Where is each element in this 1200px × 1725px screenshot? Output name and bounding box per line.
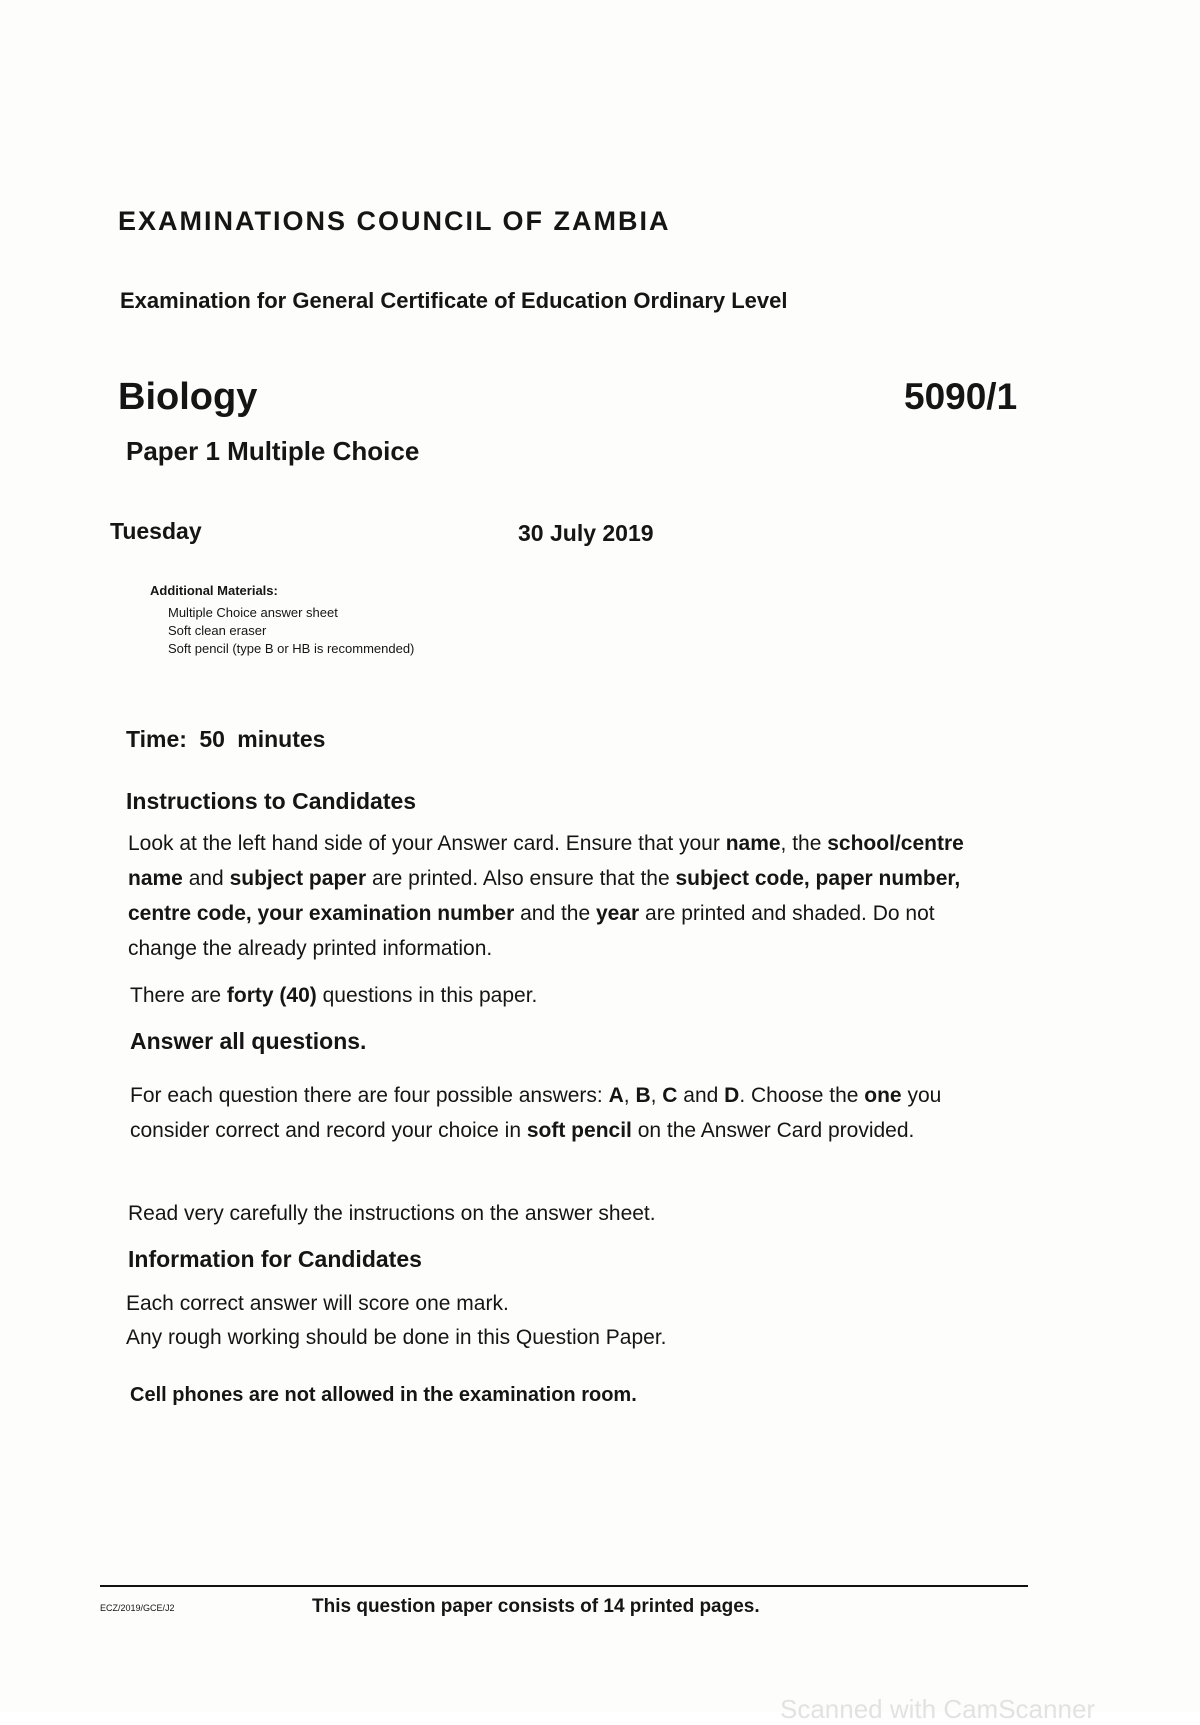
- exam-day: Tuesday: [110, 518, 202, 544]
- rough-work-note: Any rough working should be done in this Question Paper.: [126, 1326, 667, 1349]
- scoring-note: Each correct answer will score one mark.: [126, 1292, 509, 1315]
- exam-date: 30 July 2019: [518, 520, 654, 546]
- footer-divider: [100, 1585, 1028, 1587]
- information-heading: Information for Candidates: [128, 1246, 422, 1272]
- materials-item: Multiple Choice answer sheet: [168, 605, 338, 620]
- page-count-note: This question paper consists of 14 printed pages.: [312, 1596, 760, 1617]
- subject-name: Biology: [118, 376, 258, 418]
- answer-sheet-note: Read very carefully the instructions on the answer sheet.: [128, 1202, 656, 1225]
- materials-item: Soft clean eraser: [168, 623, 267, 638]
- footer-code: ECZ/2019/GCE/J2: [100, 1603, 175, 1613]
- exam-title: Examination for General Certificate of Education Ordinary Level: [120, 288, 788, 313]
- phone-notice: Cell phones are not allowed in the examination room.: [130, 1384, 637, 1406]
- paper-title: Paper 1 Multiple Choice: [126, 436, 420, 466]
- answer-all-heading: Answer all questions.: [130, 1028, 367, 1054]
- subject-code: 5090/1: [904, 376, 1018, 417]
- additional-materials: [150, 583, 414, 658]
- materials-item: Soft pencil (type B or HB is recommended): [168, 641, 415, 656]
- materials-heading: Additional Materials:: [150, 583, 278, 598]
- instructions-heading: Instructions to Candidates: [126, 788, 417, 814]
- question-count: There are forty (40) questions in this paper.: [130, 984, 538, 1007]
- scanner-watermark: Scanned with CamScanner: [780, 1694, 1096, 1724]
- council-name: EXAMINATIONS COUNCIL OF ZAMBIA: [118, 206, 671, 236]
- instructions-paragraph: Look at the left hand side of your Answer card. Ensure that your name, the school/centre name and subject paper are printed. Also ensure that the subject code, paper number, centre code, your examination number and the year are printed and shaded. Do not change the already printed information.: [128, 832, 964, 960]
- time-allowed: Time: 50 minutes: [126, 726, 326, 752]
- answer-instructions: For each question there are four possible answers: A, B, C and D. Choose the one you consider correct and record your choice in soft pencil on the Answer Card provided.: [130, 1084, 942, 1142]
